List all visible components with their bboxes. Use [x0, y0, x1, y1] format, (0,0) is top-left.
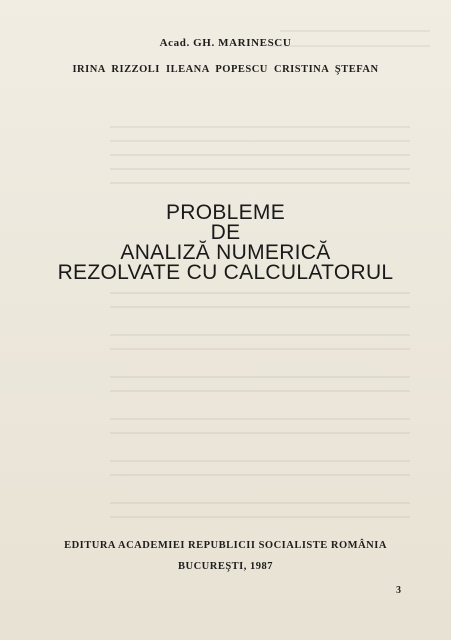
lead-author: Acad. GH. MARINESCU	[159, 37, 292, 49]
book-title	[0, 203, 451, 283]
page-number: 3	[396, 585, 401, 596]
title-line-1: PROBLEME	[165, 201, 286, 224]
publisher: EDITURA ACADEMIEI REPUBLICII SOCIALISTE ROMÂNIA	[64, 540, 387, 551]
co-authors: IRINA RIZZOLI ILEANA POPESCU CRISTINA ŞTEFAN	[72, 64, 379, 75]
place-and-year: BUCUREŞTI, 1987	[177, 561, 274, 572]
title-line-4: REZOLVATE CU CALCULATORUL	[57, 261, 394, 284]
title-line-2: DE	[210, 221, 241, 244]
title-line-3: ANALIZĂ NUMERICĂ	[120, 241, 331, 264]
